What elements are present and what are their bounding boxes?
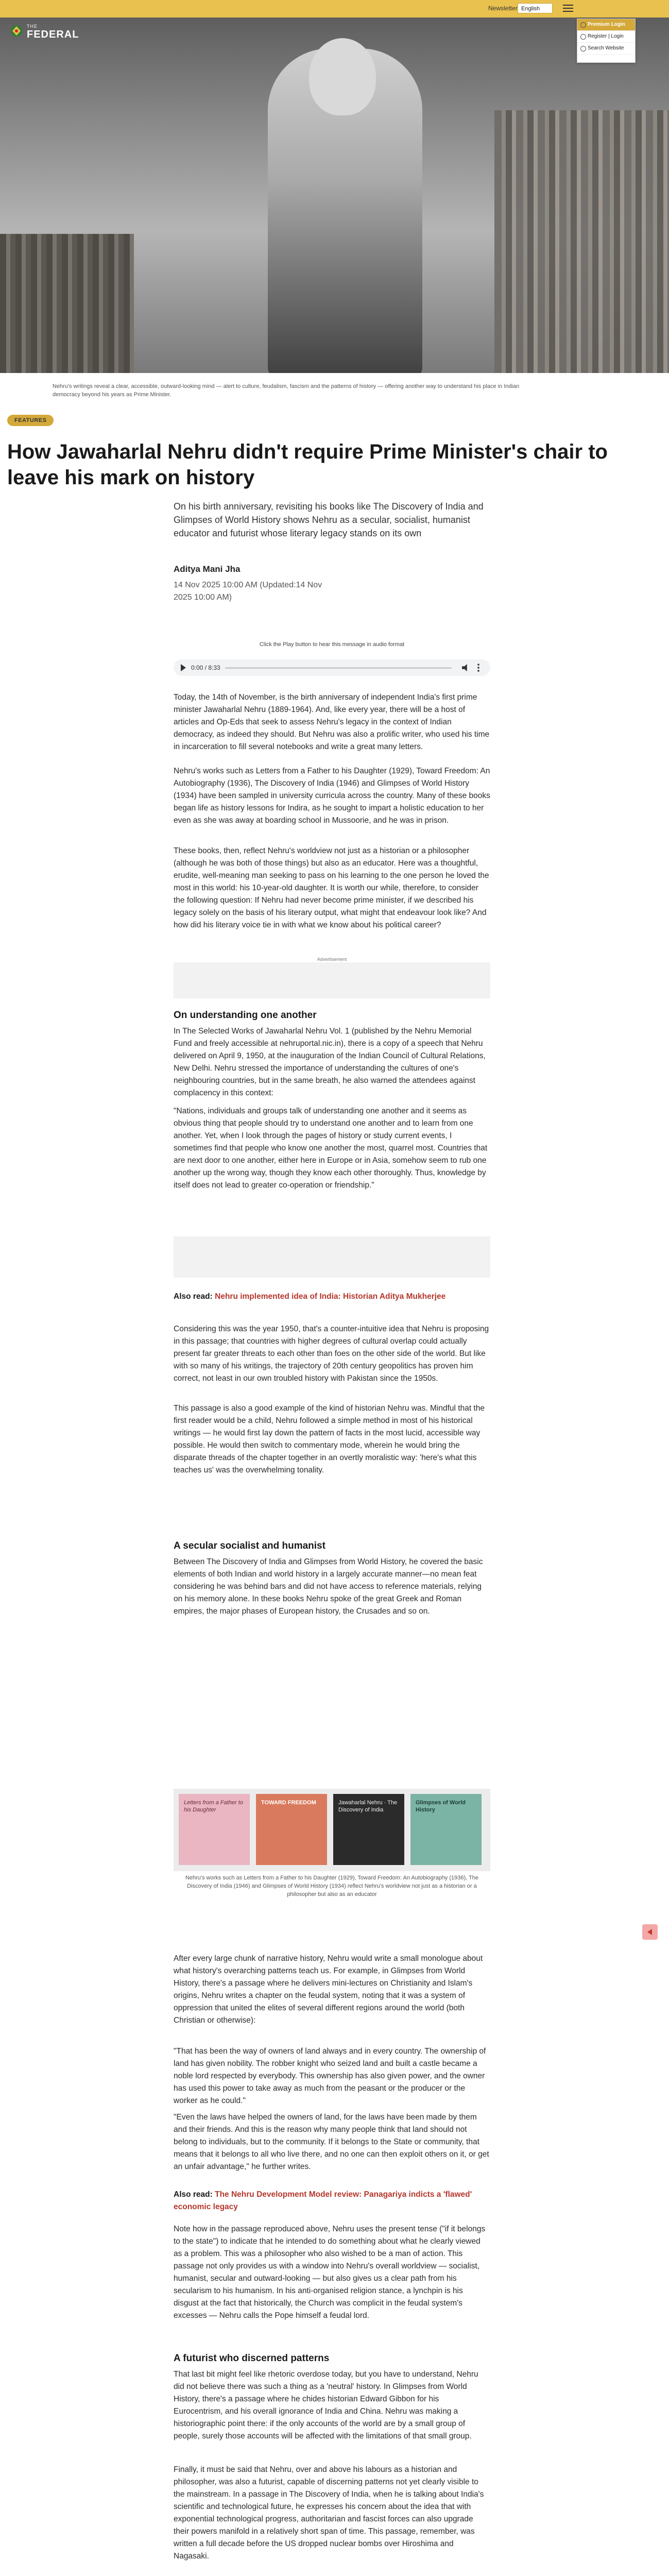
play-icon[interactable]	[181, 664, 186, 671]
volume-icon[interactable]	[462, 664, 469, 671]
search-website-item[interactable]: Search Website	[577, 43, 635, 55]
advertisement-slot[interactable]	[174, 1236, 490, 1278]
logo-the: THE	[27, 24, 38, 29]
premium-login-item[interactable]: Premium Login	[577, 19, 635, 31]
hero-image	[0, 18, 669, 373]
paragraph-1: Today, the 14th of November, is the birth anniversary of independent India's first prime minister Jawaharlal Nehru (1889-1964). And, like every year, there will be a host of articles and Op-Eds that seek to assess Nehru's legacy in the context of Indian democracy, as indeed they should. But Nehru was also a prolific writer, who used his time in incarceration to fill several notebooks and write a great many letters.	[174, 693, 490, 751]
newsletter-link[interactable]: Newsletter	[488, 5, 518, 12]
author-name[interactable]: Aditya Mani Jha	[174, 564, 241, 574]
books-caption: Nehru's works such as Letters from a Father to his Daughter (1929), Toward Freedom: An Autobiography (1936), The Discovery of India (1946) and Glimpses of World History (1934) reflect Nehru's worldview not just as a historian or a philosopher but also as an educator	[185, 1875, 479, 1897]
audio-progress-track[interactable]	[225, 667, 452, 669]
paragraph-3: These books, then, reflect Nehru's worldview not just as a historian or a philosopher (although he was both of those things) but also as an educator. Here was a thoughtful, erudite, well-meaning man seeking to pass on his learning to the one person he loved the most in this world: his 10-year-old daughter. It is worth our while, therefore, to consider the following question: If Nehru had never become prime minister, if we described his legacy solely on the basis of his literary output, what might that endeavour look like? And how did his literary voice tie in with what we know about his political career?	[174, 846, 489, 929]
also-read-1	[174, 1291, 490, 1303]
article-deck: On his birth anniversary, revisiting his books like The Discovery of India and Glimpses of World History shows Nehru as a secular, socialist, humanist educator and futurist whose literary legacy stands on its own	[174, 501, 484, 538]
language-select[interactable]: English	[518, 3, 553, 13]
share-toggle-button[interactable]	[642, 1924, 658, 1940]
paragraph-13: That last bit might feel like rhetoric overdose today, but you have to understand, Nehru did not believe there was such a thing as a 'neutral' history. In Glimpses from World History, there's a passage where he chides historian Edward Gibbon for his Eurocentrism, and his overall ignorance of India and China. Nehru was making a historiographic point there: if the only accounts of the world are by a small group of people, surely those accounts will be affected with the limitations of that small group.	[174, 2370, 478, 2441]
section-heading-futurist: A futurist who discerned patterns	[174, 2353, 330, 2364]
audio-player	[174, 659, 490, 676]
logo-name: FEDERAL	[27, 29, 79, 40]
paragraph-4: In The Selected Works of Jawaharlal Nehru Vol. 1 (published by the Nehru Memorial Fund and freely accessible at nehruportal.nic.in), there is a copy of a speech that Nehru delivered on April 9, 1950, at the inauguration of the Indian Council of Cultural Relations, New Delhi. Nehru stressed the importance of understanding the cultures of one's neighbouring countries, but in the same breath, he also warned the attendees against complacency in this context:	[174, 1027, 486, 1097]
also-read-link[interactable]: The Nehru Development Model review: Panagariya indicts a 'flawed' economic legacy	[174, 2190, 472, 2211]
audio-label: Click the Play button to hear this message in audio format	[259, 641, 405, 648]
section-heading-secular: A secular socialist and humanist	[174, 1540, 325, 1551]
more-options-icon[interactable]	[477, 663, 479, 672]
advertisement-slot[interactable]	[174, 962, 490, 998]
section-heading-understanding: On understanding one another	[174, 1010, 317, 1021]
paragraph-10: "That has been the way of owners of land always and in every country. The ownership of land has given nobility. The robber knight who seized land and built a castle became a noble lord respected by everybody. This ownership has also given power, and the owner has used this power to take away as much from the peasant or the producer or the worker as he could."	[174, 2047, 486, 2105]
paragraph-6: Considering this was the year 1950, that's a counter-intuitive idea that Nehru is proposing in this passage; that countries with higher degrees of cultural overlap could actually present far greater threats to each other than foes on the other side of the world. But like with so many of his writings, the trajectory of 20th century geopolitics has proven him correct, not least in our own troubled history with Pakistan since the 1950s.	[174, 1325, 489, 1383]
top-bar	[0, 0, 669, 18]
book-cover: Letters from a Father to his Daughter	[179, 1794, 250, 1865]
advertisement-label: Advertisement	[317, 957, 347, 962]
paragraph-8: Between The Discovery of India and Glimpses from World History, he covered the basic elements of both Indian and world history in a largely accurate manner—no mean feat considering he was behind bars and did not have access to reference materials, relying on his memory alone. In these books Nehru spoke of the great Greek and Roman empires, the major phases of European history, the Crusades and so on.	[174, 1557, 483, 1616]
audio-time: 0:00 / 8:33	[191, 664, 220, 671]
book-cover: Glimpses of World History	[410, 1794, 482, 1865]
portrait-head	[309, 38, 376, 115]
user-menu	[577, 19, 636, 63]
also-read-link[interactable]: Nehru implemented idea of India: Historian Aditya Mukherjee	[215, 1292, 446, 1301]
paragraph-9: After every large chunk of narrative history, Nehru would write a small monologue about what history's overarching patterns teach us. For example, in Glimpses from World History, there's a passage where he delivers mini-lectures on Christianity and Islam's origins, Nehru writes a chapter on the feudal system, noting that it was a system of oppression that united the elites of several different regions around the world (both Christian or otherwise):	[174, 1954, 483, 2025]
register-login-item[interactable]: Register | Login	[577, 31, 635, 43]
bookshelf-background	[494, 110, 669, 373]
books-image	[174, 1789, 490, 1871]
paragraph-5: "Nations, individuals and groups talk of understanding one another and it seems as obvious thing that people should try to understand one another and to learn from one another. Yet, when I look through the pages of history or study current events, I sometimes find that people who know one another the most, quarrel most. Countries that are next door to one another, either here in Europe or in Asia, somehow seem to rub one another up the wrong way, though they know each other thoroughly. Thus, knowledge by itself does not lead to greater co-operation or friendship."	[174, 1107, 488, 1190]
hamburger-menu-icon[interactable]	[563, 5, 573, 12]
also-read-2	[174, 2189, 490, 2213]
paragraph-2: Nehru's works such as Letters from a Father to his Daughter (1929), Toward Freedom: An Autobiography (1936), The Discovery of India (1946) and Glimpses of World History (1934) have been sampled in university curricula across the country. Many of these books began life as history lessons for Indira, as he sought to impart a holistic education to her even as she was away at boarding school in Mussoorie, and he was in prison.	[174, 767, 490, 825]
paragraph-11: "Even the laws have helped the owners of land, for the laws have been made by them and their friends. And this is the reason why many people think that land should not belong to individuals, but to the community. If it belongs to the State or community, that means that it belongs to all who live there, and no one can then exploit others on it, or get an unfair advantage," he further writes.	[174, 2113, 489, 2171]
paragraph-12: Note how in the passage reproduced above, Nehru uses the present tense ("if it belongs to the state") to indicate that he intended to do something about what he clearly viewed as a problem. This was a philosopher who also wished to be a man of action. This passage not only provides us with a window into Nehru's overall worldview — socialist, humanist, secular and outward-looking — but also gives us a clear path from his secularism to his humanism. In his anti-organised religion stance, a lynchpin is his disgust at the fact that historically, the Church was complicit in the feudal system's excesses — Nehru calls the Pope himself a feudal lord.	[174, 2225, 486, 2320]
paragraph-14: Finally, it must be said that Nehru, over and above his labours as a historian and philosopher, was also a futurist, capable of discerning patterns not yet clearly visible to the mainstream. In a passage in The Discovery of India, when he is talking about India's scientific and technological future, he expresses his concern about the idea that with exponential technological progress, authoritarian and fascist forces can also upgrade their powers manifold in a relatively short span of time. This passage, remember, was written a full decade before the US dropped nuclear bombs over Hiroshima and Nagasaki.	[174, 2465, 484, 2561]
book-cover: TOWARD FREEDOM	[256, 1794, 327, 1865]
article-title: How Jawaharlal Nehru didn't require Prime Minister's chair to leave his mark on history	[7, 440, 608, 489]
publish-date: 14 Nov 2025 10:00 AM (Updated:14 Nov 2025 10:00 AM)	[174, 581, 322, 602]
paragraph-7: This passage is also a good example of the kind of historian Nehru was. Mindful that the first reader would be a child, Nehru followed a simple method in most of his historical writings — he would first lay down the pattern of facts in the most lucid, accessible way possible. He would then switch to commentary mode, wherein he would bring the disparate threads of the chapter together in an overtly moralistic way: 'here's what this teaches us' was the overwhelming tonality.	[174, 1404, 485, 1475]
book-cover: Jawaharlal Nehru · The Discovery of India	[333, 1794, 404, 1865]
logo-mark-icon	[10, 25, 23, 37]
also-read-label: Also read:	[174, 1292, 213, 1301]
hero-caption: Nehru's writings reveal a clear, accessible, outward-looking mind — alert to culture, feudalism, fascism and the patterns of history — offering another way to understand his place in Indian democracy beyond his years as Prime Minister.	[53, 383, 520, 398]
bookshelf-background-left	[0, 234, 134, 373]
category-tag[interactable]: FEATURES	[7, 415, 54, 426]
also-read-label: Also read:	[174, 2190, 213, 2199]
